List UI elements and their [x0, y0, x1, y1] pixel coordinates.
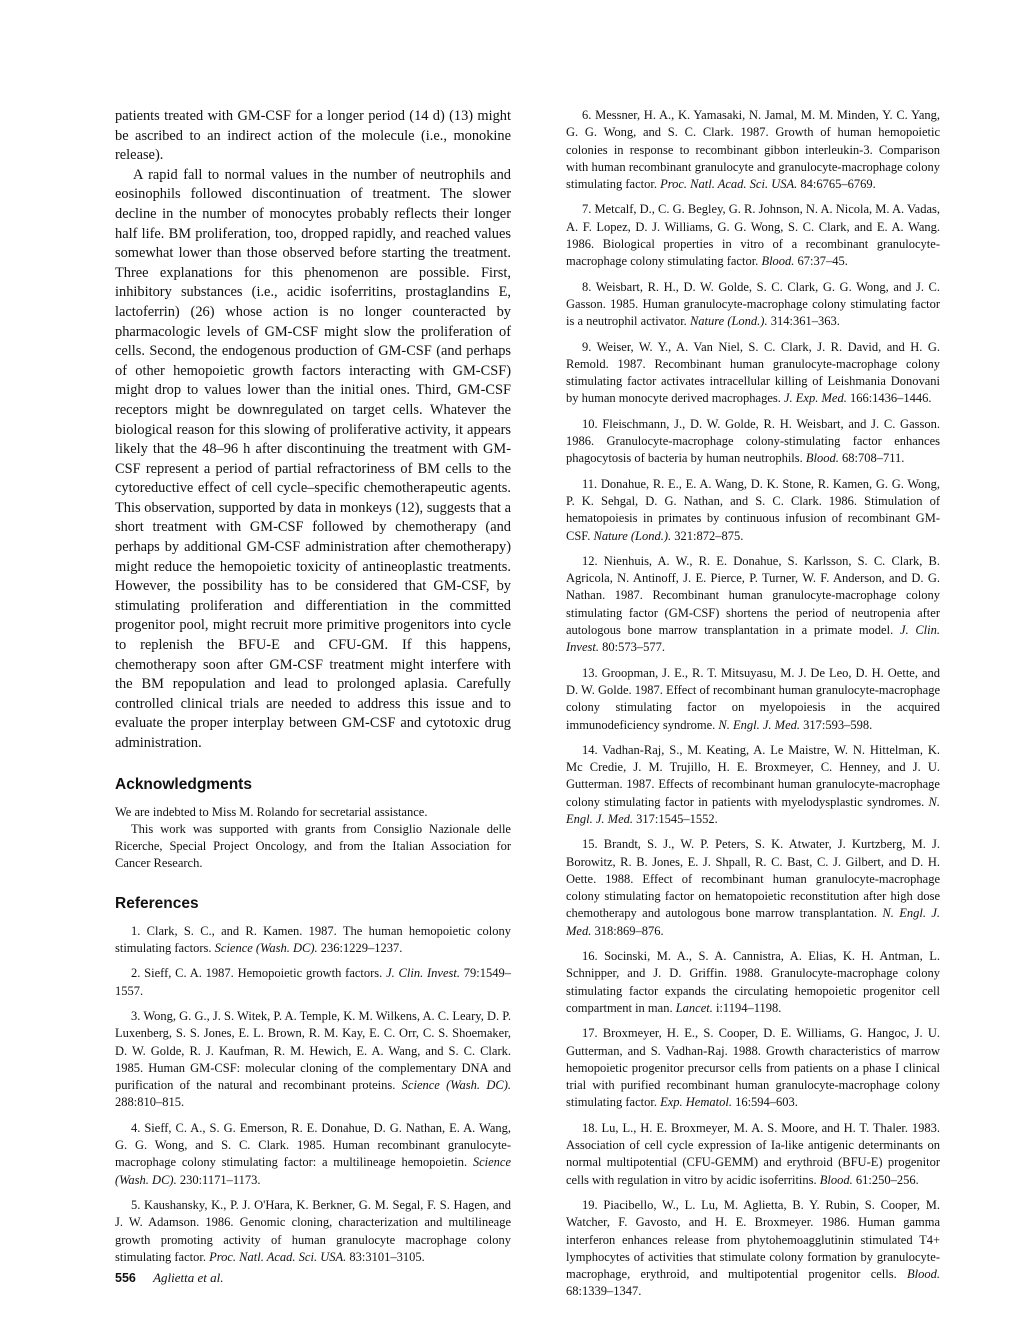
reference-number: 1.: [131, 923, 141, 938]
reference-number: 8.: [582, 279, 592, 294]
left-column: [115, 107, 511, 1274]
reference-item: [115, 965, 511, 1000]
reference-title: Effects of recombinant human granulocyte-macrophage colony stimulating factor in patients with myelodysplastic syndromes.: [566, 777, 940, 809]
reference-item: [566, 416, 940, 468]
reference-title: Effect of recombinant human granulocyte-macrophage colony stimulating factor on hematopoietic reconstitution after high dose chemotherapy and autologous bone marrow transplantation.: [566, 871, 940, 921]
reference-number: 2.: [131, 966, 141, 981]
funding-paragraph: This work was supported with grants from Consiglio Nazionale delle Ricerche, Special Project Oncology, and from the Italian Association for Cancer Research.: [115, 821, 511, 871]
reference-title: Granulocyte-macrophage colony stimulating factor expands the circulating hemopoietic progenitor cell compartment in man.: [566, 966, 941, 1015]
reference-journal: Science (Wash. DC).: [214, 941, 318, 956]
reference-number: 5.: [131, 1197, 141, 1212]
body-paragraph-discussion: A rapid fall to normal values in the number of neutrophils and eosinophils followed discontinuation of treatment. The slower decline in the number of monocytes probably reflects their longer half life. BM proliferation, too, dropped rapidly, and reached values somewhat lower than those observed before starting the treatment. Three explanations for this phenomenon are possible. First, inhibitory substances (i.e., acidic isoferritins, prostaglandins E, lactoferrin) (26) whose action is no longer counteracted by pharmacologic levels of GM-CSF might slow the proliferation of cells. Second, the endogenous production of GM-CSF (and perhaps of other hemopoietic growth factors interacting with GM-CSF) might drop to values lower than the initial ones. Third, GM-CSF receptors might be downregulated on target cells. Whatever the biological reason for this slowing of proliferative activity, it appears likely that the 48–96 h after discontinuing the treatment with GM-CSF represent a period of partial refractoriness of BM cells to the cytoreductive effect of cell cycle–specific chemotherapeutic agents. This observation, supported by data in monkeys (12), suggests that a short treatment with GM-CSF followed by chemotherapy (and perhaps by additional GM-CSF administration after chemotherapy) might reduce the hemopoietic toxicity of antineoplastic treatments. However, the possibility has to be considered that GM-CSF, by stimulating proliferation and differentiation in the committed progenitor pool, might recruit more primitive progenitors into cycle to replenish the BFU-E and CFU-GM. If this happens, chemotherapy soon after GM-CSF treatment might interfere with the BM repopulation and lead to prolonged aplasia. Carefully controlled clinical trials are needed to address this issue and to evaluate the proper interplay between GM-CSF and cytotoxic drug administration.: [115, 166, 511, 751]
reference-number: 11.: [582, 476, 598, 491]
reference-title: Hemopoietic growth factors.: [237, 966, 383, 981]
reference-title: Biological properties in vitro of a recombinant granulocyte-macrophage colony stimulating factor.: [566, 237, 940, 269]
reference-journal: J. Clin. Invest.: [566, 623, 940, 655]
reference-journal: N. Engl. J. Med.: [566, 906, 940, 938]
references-heading: References: [115, 894, 199, 912]
reference-volume: 317:1545–1552.: [636, 811, 718, 826]
reference-journal: Nature (Lond.).: [689, 314, 768, 329]
reference-item: [566, 201, 940, 270]
reference-number: 14.: [582, 742, 598, 757]
reference-item: [566, 836, 940, 940]
reference-number: 18.: [582, 1120, 598, 1135]
reference-number: 13.: [582, 665, 598, 680]
reference-volume: 68:708–711.: [841, 451, 905, 466]
reference-volume: 84:6765–6769.: [800, 177, 876, 192]
reference-volume: 67:37–45.: [797, 254, 848, 269]
reference-journal: Lancet.: [675, 1000, 713, 1015]
reference-authors: Wong, G. G., J. S. Witek, P. A. Temple, K. M. Wilkens, A. C. Leary, D. P. Luxenberg, S. S. Jones, E. L. Brown, R. M. Kay, E. C. Orr, C. S. Shoemaker, D. W. Golde, R. J. Kaufman, R. M. Hewich, E. A. Wang, and S. C. Clark. 1985.: [115, 1008, 511, 1075]
reference-list-left: [115, 923, 511, 1266]
reference-volume: 230:1171–1173.: [179, 1172, 261, 1187]
reference-volume: 83:3101–3105.: [349, 1249, 425, 1264]
reference-volume: 68:1339–1347.: [566, 1284, 642, 1299]
reference-journal: Science (Wash. DC).: [401, 1078, 511, 1093]
reference-number: 6.: [582, 108, 592, 122]
reference-volume: 61:250–256.: [855, 1172, 919, 1187]
reference-title: Recombinant human granulocyte-macrophage colony stimulating factor activates intracellular killing of Leishmania Donovani by human monocyte derived macrophages.: [566, 356, 940, 406]
reference-number: 7.: [582, 202, 592, 217]
page-number: 556: [115, 1271, 136, 1285]
reference-volume: 236:1229–1237.: [320, 941, 403, 956]
reference-number: 4.: [131, 1120, 141, 1135]
reference-item: [566, 476, 940, 545]
reference-title: Growth of human hemopoietic colonies in response to recombinant gibbon interleukin-3. Comparison with human recombinant granulocyte and granulocyte-macrophage colony stimulating factor.: [566, 125, 940, 192]
reference-item: [566, 339, 940, 408]
reference-volume: 288:810–815.: [115, 1095, 185, 1110]
reference-title: Association of cell cycle expression of Ia-like antigenic determinants on normal multipotential (CFU-GEMM) and erythroid (BFU-E) progenitor cells with regulation in vitro by acidic isoferritins.: [566, 1138, 940, 1187]
reference-title: Human gamma interferon enhances release from phytohemoagglutinin stimulated T4+ lymphocytes of activities that stimulate colony formation by granulocyte-macrophage, erythroid, and multipotential progenitor cells.: [566, 1215, 941, 1282]
reference-item: [566, 742, 940, 828]
reference-volume: 321:872–875.: [674, 528, 744, 543]
reference-item: [566, 1025, 940, 1111]
reference-title: Stimulation of hematopoiesis in primates by continuous infusion of recombinant GM-CSF.: [566, 493, 940, 543]
reference-journal: J. Clin. Invest.: [386, 966, 460, 981]
reference-authors: Lu, L., H. E. Broxmeyer, M. A. S. Moore, and H. T. Thaler. 1983.: [601, 1120, 941, 1135]
reference-number: 10.: [582, 416, 598, 431]
reference-authors: Piacibello, W., L. Lu, M. Aglietta, B. Y. Rubin, S. Cooper, M. Watcher, F. Gavosto, and H. E. Broxmeyer. 1986.: [566, 1197, 941, 1230]
reference-authors: Weiser, W. Y., A. Van Niel, S. C. Clark, J. R. David, and H. G. Remold. 1987.: [566, 339, 940, 371]
reference-title: The human hemopoietic colony stimulating factors.: [115, 923, 511, 956]
reference-journal: Proc. Natl. Acad. Sci. USA.: [209, 1249, 347, 1264]
reference-authors: Kaushansky, K., P. J. O'Hara, K. Berkner, G. M. Segal, F. S. Hagen, and J. W. Adamson. 1986.: [115, 1197, 512, 1230]
reference-number: 15.: [582, 837, 598, 852]
reference-authors: Brandt, S. J., W. P. Peters, S. K. Atwater, J. Kurtzberg, M. J. Borowitz, R. B. Jones, E. J. Shpall, R. C. Bast, C. J. Gilbert, and D. H. Oette. 1988.: [566, 837, 941, 886]
reference-number: 9.: [582, 339, 592, 354]
reference-journal: N. Engl. J. Med.: [566, 794, 940, 826]
reference-number: 3.: [131, 1008, 141, 1023]
reference-journal: J. Exp. Med.: [784, 391, 847, 406]
reference-journal: Science (Wash. DC).: [115, 1155, 512, 1187]
reference-item: [566, 553, 940, 657]
reference-authors: Fleischmann, J., D. W. Golde, R. H. Weisbart, and J. C. Gasson. 1986.: [566, 416, 940, 449]
reference-number: 16.: [582, 949, 598, 964]
reference-volume: 166:1436–1446.: [849, 391, 932, 406]
reference-authors: Nienhuis, A. W., R. E. Donahue, S. Karlsson, S. C. Clark, B. Agricola, N. Antinoff, J. E. Pierce, P. Turner, W. F. Anderson, and D. G. Nathan. 1987.: [566, 553, 940, 603]
body-paragraph-continued: patients treated with GM-CSF for a longer period (14 d) (13) might be ascribed to an indirect action of the molecule (i.e., monokine release).: [115, 108, 511, 164]
reference-authors: Groopman, J. E., R. T. Mitsuyasu, M. J. De Leo, D. H. Oette, and D. W. Golde. 1987.: [566, 665, 940, 697]
reference-number: 19.: [582, 1197, 598, 1212]
reference-title: Human GM-CSF: molecular cloning of the complementary DNA and purification of the natural and recombinant proteins.: [115, 1060, 512, 1093]
reference-item: [566, 107, 940, 193]
reference-journal: N. Engl. J. Med.: [718, 717, 800, 732]
reference-item: [566, 948, 940, 1017]
reference-journal: Proc. Natl. Acad. Sci. USA.: [660, 177, 798, 192]
reference-list-right: [566, 107, 940, 1301]
reference-authors: Vadhan-Raj, S., M. Keating, A. Le Maistre, W. N. Hittelman, K. Mc Credie, J. M. Trujillo, H. E. Broxmeyer, C. Henney, and J. U. Gutterman. 1987.: [566, 742, 940, 792]
reference-journal: Blood.: [907, 1267, 940, 1282]
reference-authors: Sieff, C. A., S. G. Emerson, R. E. Donahue, D. G. Nathan, E. A. Wang, G. G. Wong, and S. C. Clark. 1985.: [115, 1120, 512, 1153]
reference-item: [115, 923, 511, 958]
reference-item: [566, 665, 940, 734]
reference-volume: 80:573–577.: [602, 640, 665, 655]
reference-number: 17.: [582, 1026, 598, 1041]
reference-volume: 16:594–603.: [735, 1095, 798, 1110]
right-column: [566, 107, 940, 1309]
reference-authors: Broxmeyer, H. E., S. Cooper, D. E. Williams, G. Hangoc, J. U. Gutterman, and S. Vadhan-Raj. 1988.: [566, 1026, 941, 1058]
reference-item: [115, 1197, 511, 1266]
reference-authors: Donahue, R. E., E. A. Wang, D. K. Stone, R. Kamen, G. G. Wong, P. K. Sehgal, D. G. Nathan, and S. C. Clark. 1986.: [566, 476, 941, 508]
reference-title: Genomic cloning, characterization and multilineage growth promoting activity of human granulocyte macrophage colony stimulating factor.: [115, 1215, 511, 1264]
reference-authors: Clark, S. C., and R. Kamen. 1987.: [146, 923, 337, 938]
reference-item: [566, 1197, 940, 1301]
reference-item: [566, 1120, 940, 1189]
reference-title: Effect of recombinant human granulocyte-macrophage colony stimulating factor on myelopoiesis in the acquired immunodeficiency syndrome.: [566, 682, 941, 732]
acknowledgments-heading: Acknowledgments: [115, 775, 252, 793]
reference-authors: Weisbart, R. H., D. W. Golde, S. C. Clark, G. G. Wong, and J. C. Gasson. 1985.: [566, 279, 941, 311]
reference-authors: Metcalf, D., C. G. Begley, G. R. Johnson, N. A. Nicola, M. A. Vadas, A. F. Lopez, D. J. Williams, G. G. Wong, S. C. Clark, and E. A. Wang. 1986.: [566, 202, 941, 252]
reference-title: Recombinant human granulocyte-macrophage colony stimulating factor (GM-CSF) shortens the period of neutropenia after autologous bone marrow transplantation in a primate model.: [566, 588, 940, 638]
reference-authors: Messner, H. A., K. Yamasaki, N. Jamal, M. M. Minden, Y. C. Yang, G. G. Wong, and S. C. Clark. 1987.: [566, 108, 940, 140]
reference-title: Human granulocyte-macrophage colony stimulating factor is a neutrophil activator.: [566, 296, 940, 329]
reference-title: Growth characteristics of marrow hemopoietic progenitor precursor cells from patients on a phase I clinical trial with purified recombinant human granulocyte-macrophage colony stimulating factor.: [566, 1043, 941, 1110]
acknowledgments-paragraph: We are indebted to Miss M. Rolando for secretarial assistance.: [115, 804, 428, 819]
reference-number: 12.: [582, 553, 598, 568]
reference-journal: Blood.: [805, 451, 839, 466]
reference-item: [115, 1008, 511, 1112]
reference-title: Granulocyte-macrophage colony-stimulating factor enhances phagocytosis of bacteria by human neutrophils.: [566, 434, 941, 466]
reference-journal: Blood.: [761, 254, 795, 269]
reference-journal: Nature (Lond.).: [593, 528, 672, 543]
running-author: Aglietta et al.: [153, 1270, 224, 1285]
reference-authors: Socinski, M. A., S. A. Cannistra, A. Elias, K. H. Antman, L. Schnipper, and J. D. Griffin. 1988.: [566, 949, 940, 981]
page-footer: [115, 1270, 224, 1286]
reference-item: [566, 279, 940, 331]
reference-volume: 79:1549–1557.: [115, 966, 512, 998]
reference-title: Human recombinant granulocyte-macrophage colony stimulating factor: a multilineage hemopoietin.: [115, 1138, 511, 1170]
reference-volume: i:1194–1198.: [715, 1000, 782, 1015]
reference-volume: 317:593–598.: [803, 717, 873, 732]
reference-item: [115, 1120, 511, 1189]
reference-journal: Exp. Hematol.: [660, 1095, 732, 1110]
reference-authors: Sieff, C. A. 1987.: [144, 966, 234, 981]
reference-volume: 318:869–876.: [594, 923, 664, 938]
reference-volume: 314:361–363.: [770, 314, 840, 329]
reference-journal: Blood.: [819, 1172, 853, 1187]
